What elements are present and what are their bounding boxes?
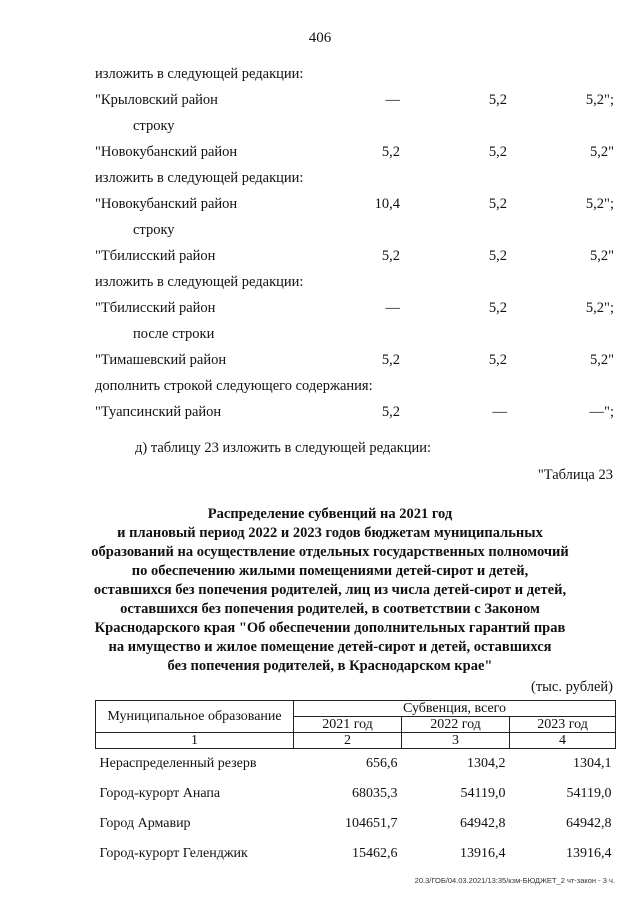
title-line: и плановый период 2022 и 2023 годов бюджетам муниципальных bbox=[117, 525, 543, 541]
value-2023: —"; bbox=[589, 404, 614, 420]
value-2021: 5,2 bbox=[381, 248, 400, 264]
amendment-instruction bbox=[0, 118, 640, 138]
title-line: без попечения родителей, в Краснодарском крае" bbox=[167, 658, 493, 674]
district-name: "Крыловский район bbox=[95, 92, 218, 108]
header-subvention: Субвенция, всего bbox=[294, 701, 616, 717]
value-2021: 10,4 bbox=[374, 196, 400, 212]
value-2021: — bbox=[385, 300, 400, 316]
value-2023: 1304,1 bbox=[573, 756, 612, 771]
value-2022: 5,2 bbox=[488, 248, 507, 264]
value-2021: 656,6 bbox=[366, 756, 398, 771]
value-2022: 5,2 bbox=[488, 92, 507, 108]
header-year-2023: 2023 год bbox=[510, 717, 616, 733]
value-2022: 5,2 bbox=[488, 196, 507, 212]
column-number: 1 bbox=[96, 733, 294, 749]
value-2021: 104651,7 bbox=[345, 816, 398, 831]
value-2021: 68035,3 bbox=[352, 786, 398, 801]
instruction-text: дополнить строкой следующего содержания: bbox=[95, 378, 373, 394]
amendment-instruction bbox=[0, 378, 640, 398]
value-2021: 5,2 bbox=[381, 352, 400, 368]
district-name: "Новокубанский район bbox=[95, 196, 238, 212]
instruction-text: изложить в следующей редакции: bbox=[95, 66, 304, 82]
amendment-row bbox=[0, 144, 640, 164]
value-2021: — bbox=[385, 92, 400, 108]
value-2022: 64942,8 bbox=[460, 816, 506, 831]
amendment-row bbox=[0, 248, 640, 268]
instruction-text: после строки bbox=[133, 326, 215, 342]
district-name: "Тбилисский район bbox=[95, 248, 216, 264]
instruction-text: строку bbox=[133, 222, 175, 238]
header-year-2021: 2021 год bbox=[294, 717, 402, 733]
value-2022: 5,2 bbox=[488, 300, 507, 316]
table-row bbox=[96, 749, 616, 780]
amendment-instruction bbox=[0, 170, 640, 190]
page-number: 406 bbox=[308, 30, 332, 46]
value-2021: 5,2 bbox=[381, 404, 400, 420]
column-number: 2 bbox=[294, 733, 402, 749]
title-line: Распределение субвенций на 2021 год bbox=[207, 506, 453, 522]
instruction-text: изложить в следующей редакции: bbox=[95, 170, 304, 186]
amendment-row bbox=[0, 352, 640, 372]
municipality-name: Город Армавир bbox=[99, 816, 191, 831]
table-title bbox=[60, 505, 600, 676]
value-2023: 5,2"; bbox=[585, 300, 614, 316]
amendment-instruction bbox=[0, 274, 640, 294]
value-2023: 5,2" bbox=[589, 352, 614, 368]
table-row bbox=[96, 839, 616, 869]
header-year-2022: 2022 год bbox=[402, 717, 510, 733]
title-line: на имущество и жилое помещение детей-сирот и детей, оставшихся bbox=[108, 639, 552, 655]
municipality-name: Нераспределенный резерв bbox=[99, 756, 257, 771]
amendment-row bbox=[0, 404, 640, 424]
value-2023: 13916,4 bbox=[566, 846, 612, 861]
value-2023: 5,2"; bbox=[585, 92, 614, 108]
document-footer: 20.3/ГОБ/04.03.2021/13:35/кзм-БЮДЖЕТ_2 чт-закон - 3 ч. bbox=[414, 876, 615, 885]
value-2023: 64942,8 bbox=[566, 816, 612, 831]
district-name: "Новокубанский район bbox=[95, 144, 238, 160]
value-2022: — bbox=[492, 404, 507, 420]
value-2022: 13916,4 bbox=[460, 846, 506, 861]
amendment-instruction bbox=[0, 326, 640, 346]
value-2022: 5,2 bbox=[488, 144, 507, 160]
instruction-text: изложить в следующей редакции: bbox=[95, 274, 304, 290]
value-2021: 5,2 bbox=[381, 144, 400, 160]
amendment-row bbox=[0, 92, 640, 112]
amendment-row bbox=[0, 300, 640, 320]
amendment-row bbox=[0, 196, 640, 216]
title-line: образований на осуществление отдельных государственных полномочий bbox=[91, 544, 569, 560]
value-2022: 54119,0 bbox=[460, 786, 506, 801]
amendment-instruction bbox=[0, 66, 640, 86]
table-label: "Таблица 23 bbox=[537, 467, 613, 483]
title-line: Краснодарского края "Об обеспечении дополнительных гарантий прав bbox=[94, 620, 566, 636]
district-name: "Туапсинский район bbox=[95, 404, 222, 420]
item-d-instruction: д) таблицу 23 изложить в следующей редакции: bbox=[135, 440, 432, 456]
municipality-name: Город-курорт Геленджик bbox=[99, 846, 248, 861]
title-line: оставшихся без попечения родителей, в соответствии с Законом bbox=[120, 601, 540, 617]
district-name: "Тимашевский район bbox=[95, 352, 227, 368]
value-2021: 15462,6 bbox=[352, 846, 398, 861]
amendment-instruction bbox=[0, 222, 640, 242]
instruction-text: строку bbox=[133, 118, 175, 134]
value-2023: 5,2" bbox=[589, 144, 614, 160]
value-2022: 1304,2 bbox=[467, 756, 506, 771]
subvention-table bbox=[95, 700, 616, 869]
value-2022: 5,2 bbox=[488, 352, 507, 368]
column-number: 4 bbox=[510, 733, 616, 749]
title-line: оставшихся без попечения родителей, лиц из числа детей-сирот и детей, bbox=[93, 582, 567, 598]
value-2023: 5,2"; bbox=[585, 196, 614, 212]
table-row bbox=[96, 779, 616, 809]
value-2023: 54119,0 bbox=[566, 786, 612, 801]
district-name: "Тбилисский район bbox=[95, 300, 216, 316]
column-number: 3 bbox=[402, 733, 510, 749]
table-row bbox=[96, 809, 616, 839]
title-line: по обеспечению жилыми помещениями детей-сирот и детей, bbox=[131, 563, 529, 579]
header-municipality: Муниципальное образование bbox=[96, 701, 294, 733]
units-label: (тыс. рублей) bbox=[531, 679, 613, 695]
value-2023: 5,2" bbox=[589, 248, 614, 264]
municipality-name: Город-курорт Анапа bbox=[99, 786, 221, 801]
